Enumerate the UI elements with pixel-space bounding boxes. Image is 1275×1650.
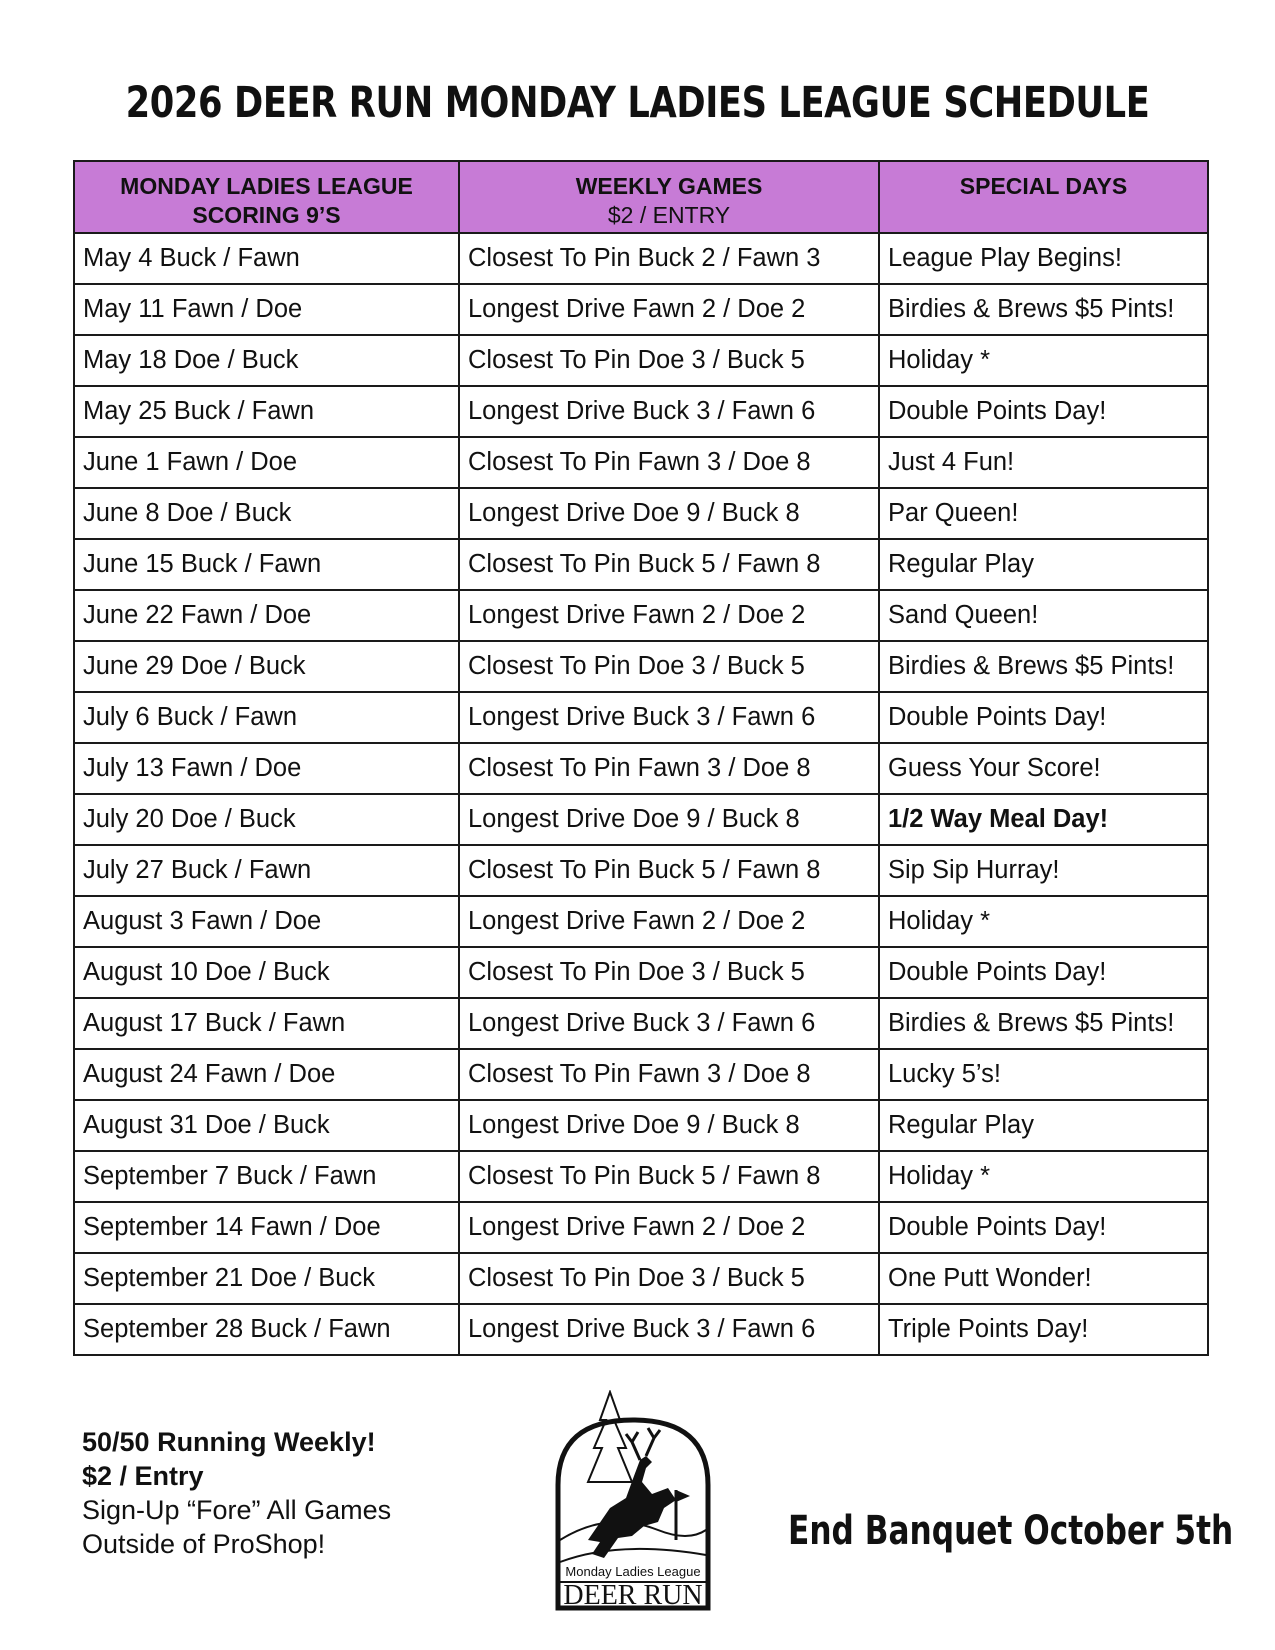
cell-date: August 17 Buck / Fawn xyxy=(74,998,459,1049)
cell-special-day: Birdies & Brews $5 Pints! xyxy=(879,641,1208,692)
cell-weekly-game: Closest To Pin Fawn 3 / Doe 8 xyxy=(459,437,879,488)
table-row xyxy=(74,488,1208,539)
table-row xyxy=(74,539,1208,590)
table-row xyxy=(74,896,1208,947)
cell-special-day: Just 4 Fun! xyxy=(879,437,1208,488)
cell-date: September 28 Buck / Fawn xyxy=(74,1304,459,1355)
header-weekly-games xyxy=(459,161,879,233)
footer-line-5050: 50/50 Running Weekly! xyxy=(82,1427,376,1457)
cell-date: August 3 Fawn / Doe xyxy=(74,896,459,947)
cell-date: September 21 Doe / Buck xyxy=(74,1253,459,1304)
table-row xyxy=(74,1100,1208,1151)
cell-date: June 8 Doe / Buck xyxy=(74,488,459,539)
cell-date: July 20 Doe / Buck xyxy=(74,794,459,845)
cell-weekly-game: Closest To Pin Buck 5 / Fawn 8 xyxy=(459,539,879,590)
cell-weekly-game: Longest Drive Doe 9 / Buck 8 xyxy=(459,1100,879,1151)
cell-weekly-game: Closest To Pin Doe 3 / Buck 5 xyxy=(459,641,879,692)
cell-date: May 11 Fawn / Doe xyxy=(74,284,459,335)
cell-special-day: Holiday * xyxy=(879,335,1208,386)
footer-line-entry: $2 / Entry xyxy=(82,1461,204,1491)
cell-special-day: Birdies & Brews $5 Pints! xyxy=(879,284,1208,335)
cell-special-day: Double Points Day! xyxy=(879,1202,1208,1253)
cell-weekly-game: Longest Drive Fawn 2 / Doe 2 xyxy=(459,896,879,947)
cell-date: May 18 Doe / Buck xyxy=(74,335,459,386)
table-row xyxy=(74,794,1208,845)
cell-special-day: Guess Your Score! xyxy=(879,743,1208,794)
cell-weekly-game: Longest Drive Buck 3 / Fawn 6 xyxy=(459,386,879,437)
header-line: $2 / ENTRY xyxy=(607,202,731,228)
cell-date: May 4 Buck / Fawn xyxy=(74,233,459,284)
table-row xyxy=(74,845,1208,896)
logo-name: DEER RUN xyxy=(563,1580,703,1611)
cell-weekly-game: Closest To Pin Buck 5 / Fawn 8 xyxy=(459,1151,879,1202)
table-row xyxy=(74,641,1208,692)
cell-special-day: Double Points Day! xyxy=(879,386,1208,437)
cell-date: June 1 Fawn / Doe xyxy=(74,437,459,488)
header-league-scoring xyxy=(74,161,459,233)
header-line: MONDAY LADIES LEAGUE xyxy=(120,173,413,199)
cell-weekly-game: Longest Drive Fawn 2 / Doe 2 xyxy=(459,284,879,335)
cell-special-day: League Play Begins! xyxy=(879,233,1208,284)
end-banquet-notice: End Banquet October 5th xyxy=(788,1508,1234,1554)
table-header-row xyxy=(74,161,1208,233)
cell-date: August 31 Doe / Buck xyxy=(74,1100,459,1151)
table-row xyxy=(74,284,1208,335)
cell-special-day: Double Points Day! xyxy=(879,692,1208,743)
cell-weekly-game: Longest Drive Buck 3 / Fawn 6 xyxy=(459,998,879,1049)
cell-special-day: Regular Play xyxy=(879,539,1208,590)
table-row xyxy=(74,386,1208,437)
cell-date: September 14 Fawn / Doe xyxy=(74,1202,459,1253)
cell-weekly-game: Closest To Pin Buck 5 / Fawn 8 xyxy=(459,845,879,896)
cell-weekly-game: Closest To Pin Doe 3 / Buck 5 xyxy=(459,335,879,386)
table-row xyxy=(74,1253,1208,1304)
page-title: 2026 DEER RUN MONDAY LADIES LEAGUE SCHEDULE xyxy=(125,78,1150,128)
header-special-days xyxy=(879,161,1208,233)
table-row xyxy=(74,692,1208,743)
table-row xyxy=(74,335,1208,386)
cell-date: July 13 Fawn / Doe xyxy=(74,743,459,794)
footer-info xyxy=(82,1425,391,1561)
table-row xyxy=(74,1049,1208,1100)
cell-special-day: Regular Play xyxy=(879,1100,1208,1151)
cell-date: July 27 Buck / Fawn xyxy=(74,845,459,896)
cell-weekly-game: Longest Drive Doe 9 / Buck 8 xyxy=(459,488,879,539)
table-row xyxy=(74,947,1208,998)
cell-date: June 22 Fawn / Doe xyxy=(74,590,459,641)
table-row xyxy=(74,590,1208,641)
cell-date: August 24 Fawn / Doe xyxy=(74,1049,459,1100)
cell-special-day: Holiday * xyxy=(879,896,1208,947)
cell-special-day: Double Points Day! xyxy=(879,947,1208,998)
cell-special-day: Sand Queen! xyxy=(879,590,1208,641)
cell-date: September 7 Buck / Fawn xyxy=(74,1151,459,1202)
cell-special-day: Holiday * xyxy=(879,1151,1208,1202)
cell-special-day: Birdies & Brews $5 Pints! xyxy=(879,998,1208,1049)
deer-golf-logo-icon xyxy=(548,1390,718,1618)
table-row xyxy=(74,233,1208,284)
cell-weekly-game: Longest Drive Fawn 2 / Doe 2 xyxy=(459,590,879,641)
cell-special-day: 1/2 Way Meal Day! xyxy=(879,794,1208,845)
cell-date: August 10 Doe / Buck xyxy=(74,947,459,998)
cell-special-day: Triple Points Day! xyxy=(879,1304,1208,1355)
footer-line-signup: Sign-Up “Fore” All Games xyxy=(82,1495,392,1525)
table-row xyxy=(74,1202,1208,1253)
table-row xyxy=(74,437,1208,488)
cell-weekly-game: Closest To Pin Fawn 3 / Doe 8 xyxy=(459,743,879,794)
logo-caption: Monday Ladies League xyxy=(565,1564,701,1579)
cell-weekly-game: Longest Drive Buck 3 / Fawn 6 xyxy=(459,1304,879,1355)
cell-special-day: Lucky 5’s! xyxy=(879,1049,1208,1100)
header-line: WEEKLY GAMES xyxy=(575,173,763,199)
cell-date: July 6 Buck / Fawn xyxy=(74,692,459,743)
cell-weekly-game: Closest To Pin Buck 2 / Fawn 3 xyxy=(459,233,879,284)
cell-weekly-game: Longest Drive Doe 9 / Buck 8 xyxy=(459,794,879,845)
table-row xyxy=(74,1304,1208,1355)
table-row xyxy=(74,1151,1208,1202)
schedule-table xyxy=(73,160,1209,1356)
header-line: SPECIAL DAYS xyxy=(959,173,1128,199)
cell-special-day: Sip Sip Hurray! xyxy=(879,845,1208,896)
table-row xyxy=(74,998,1208,1049)
cell-date: May 25 Buck / Fawn xyxy=(74,386,459,437)
cell-weekly-game: Closest To Pin Doe 3 / Buck 5 xyxy=(459,947,879,998)
header-line: SCORING 9’S xyxy=(192,202,341,228)
table-row xyxy=(74,743,1208,794)
cell-special-day: One Putt Wonder! xyxy=(879,1253,1208,1304)
cell-date: June 15 Buck / Fawn xyxy=(74,539,459,590)
cell-weekly-game: Longest Drive Fawn 2 / Doe 2 xyxy=(459,1202,879,1253)
cell-date: June 29 Doe / Buck xyxy=(74,641,459,692)
cell-weekly-game: Closest To Pin Doe 3 / Buck 5 xyxy=(459,1253,879,1304)
footer-line-proshop: Outside of ProShop! xyxy=(82,1529,326,1559)
cell-special-day: Par Queen! xyxy=(879,488,1208,539)
cell-weekly-game: Longest Drive Buck 3 / Fawn 6 xyxy=(459,692,879,743)
cell-weekly-game: Closest To Pin Fawn 3 / Doe 8 xyxy=(459,1049,879,1100)
